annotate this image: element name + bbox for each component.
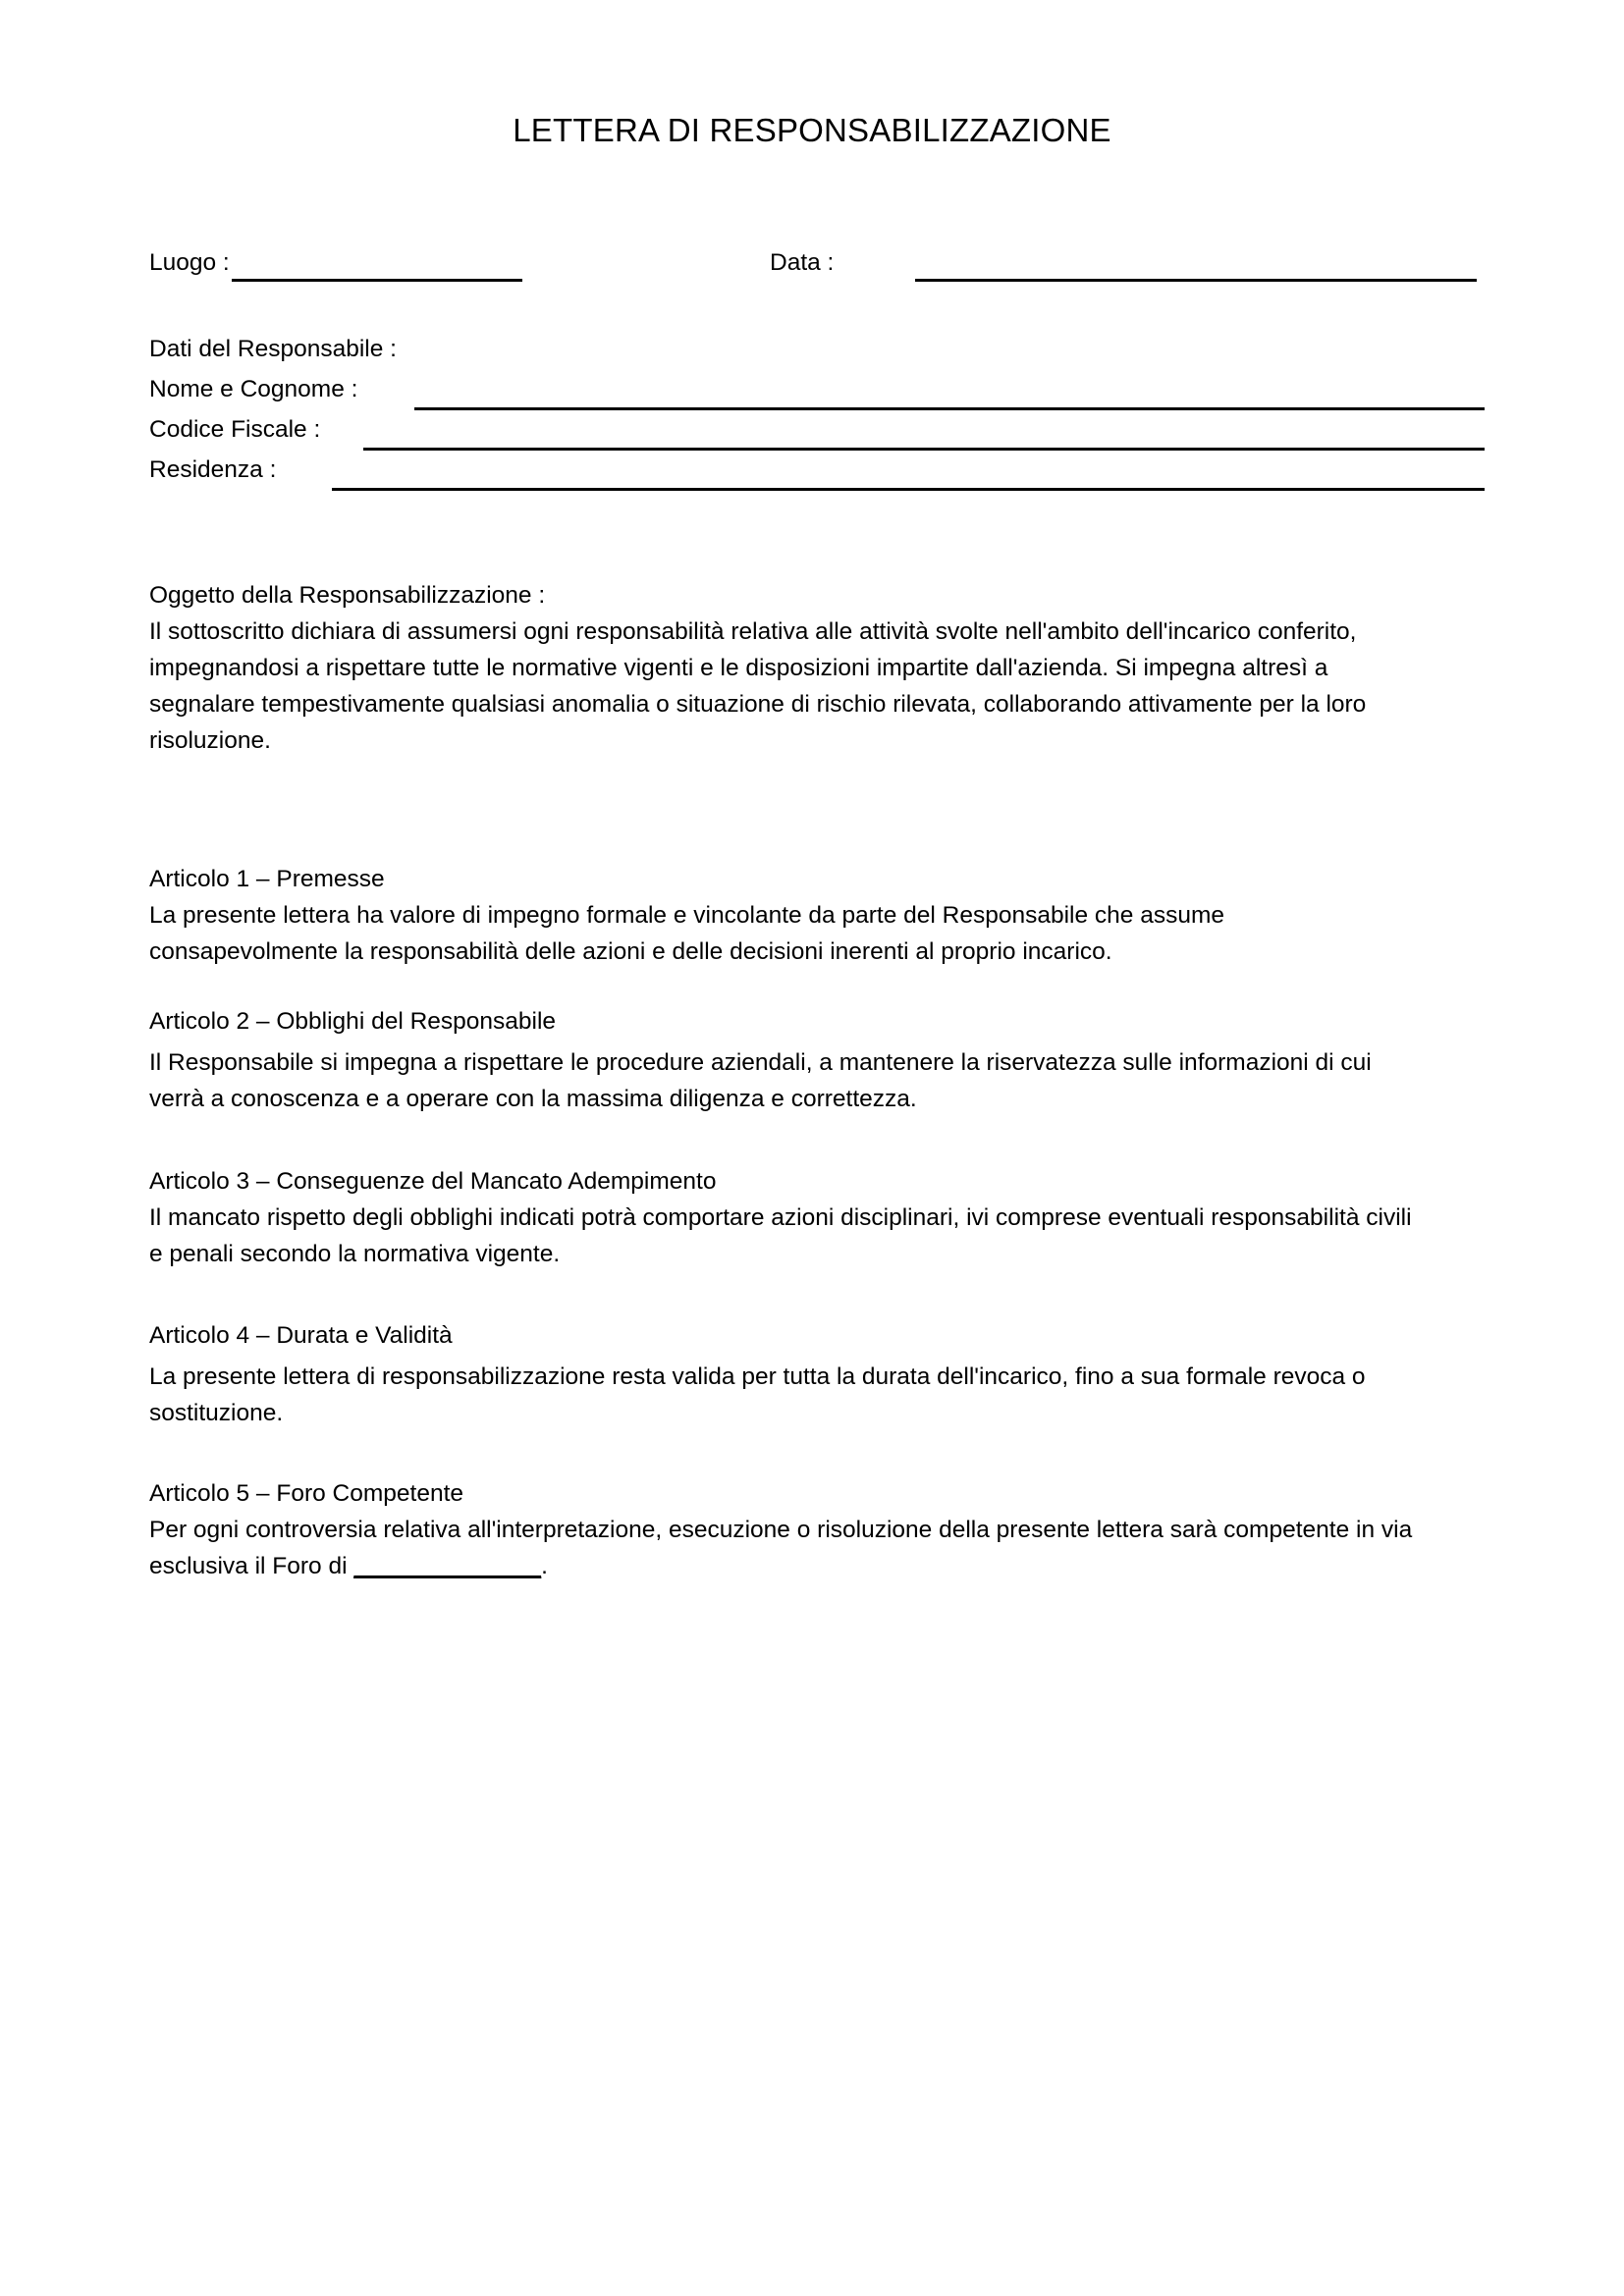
articolo-3-heading: Articolo 3 – Conseguenze del Mancato Adempimento xyxy=(149,1168,717,1195)
codice-fiscale-label: Codice Fiscale : xyxy=(149,416,321,443)
articolo-5-body xyxy=(149,1512,1416,1584)
data-label: Data : xyxy=(770,249,835,276)
articolo-4-heading: Articolo 4 – Durata e Validità xyxy=(149,1322,453,1349)
luogo-data-row xyxy=(149,247,1485,291)
articolo-3-body: Il mancato rispetto degli obblighi indicati potrà comportare azioni disciplinari, ivi comprese eventuali responsabilità civili e penali secondo la normativa vigente. xyxy=(149,1204,1412,1267)
articolo-1-body: La presente lettera ha valore di impegno formale e vincolante da parte del Responsabile che assume consapevolmente la responsabilità delle azioni e delle decisioni inerenti al proprio incarico. xyxy=(149,902,1224,965)
foro-competente-blank[interactable]: ______________ xyxy=(353,1553,542,1579)
oggetto-heading: Oggetto della Responsabilizzazione : xyxy=(149,582,546,609)
dati-responsabile-section xyxy=(149,334,1485,495)
nome-cognome-input-line[interactable] xyxy=(414,407,1485,410)
articolo-1-heading: Articolo 1 – Premesse xyxy=(149,866,385,892)
luogo-label: Luogo : xyxy=(149,249,230,276)
articolo-5-body-text-after: . xyxy=(541,1553,548,1579)
page-title: LETTERA DI RESPONSABILIZZAZIONE xyxy=(513,112,1111,148)
luogo-input-line[interactable] xyxy=(232,279,522,282)
articolo-5-body-text-before: Per ogni controversia relativa all'interpretazione, esecuzione o risoluzione della presente lettera sarà competente in via esclusiva il Foro di xyxy=(149,1517,1413,1579)
dati-responsabile-heading-line xyxy=(149,334,1485,374)
oggetto-body: Il sottoscritto dichiara di assumersi ogni responsabilità relativa alle attività svolte nell'ambito dell'incarico conferito, impegnandosi a rispettare tutte le normative vigenti e le disposizioni impartite dall'azienda. Si impegna altresì a segnalare tempestivamente qualsiasi anomalia o situazione di rischio rilevata, collaborando attivamente per la loro risoluzione. xyxy=(149,618,1367,754)
codice-fiscale-input-line[interactable] xyxy=(363,448,1485,451)
residenza-row xyxy=(149,454,1485,495)
nome-cognome-row xyxy=(149,374,1485,414)
data-input-line[interactable] xyxy=(915,279,1477,282)
nome-cognome-label: Nome e Cognome : xyxy=(149,376,358,402)
dati-responsabile-label: Dati del Responsabile : xyxy=(149,336,397,362)
articolo-2-heading: Articolo 2 – Obblighi del Responsabile xyxy=(149,1008,557,1035)
residenza-input-line[interactable] xyxy=(332,488,1485,491)
articolo-2-body: Il Responsabile si impegna a rispettare le procedure aziendali, a mantenere la riservatezza sulle informazioni di cui verrà a conoscenza e a operare con la massima diligenza e correttezza. xyxy=(149,1049,1372,1112)
articolo-4-body: La presente lettera di responsabilizzazione resta valida per tutta la durata dell'incarico, fino a sua formale revoca o sostituzione. xyxy=(149,1363,1366,1426)
articolo-5-heading: Articolo 5 – Foro Competente xyxy=(149,1480,464,1507)
residenza-label: Residenza : xyxy=(149,456,277,483)
codice-fiscale-row xyxy=(149,414,1485,454)
